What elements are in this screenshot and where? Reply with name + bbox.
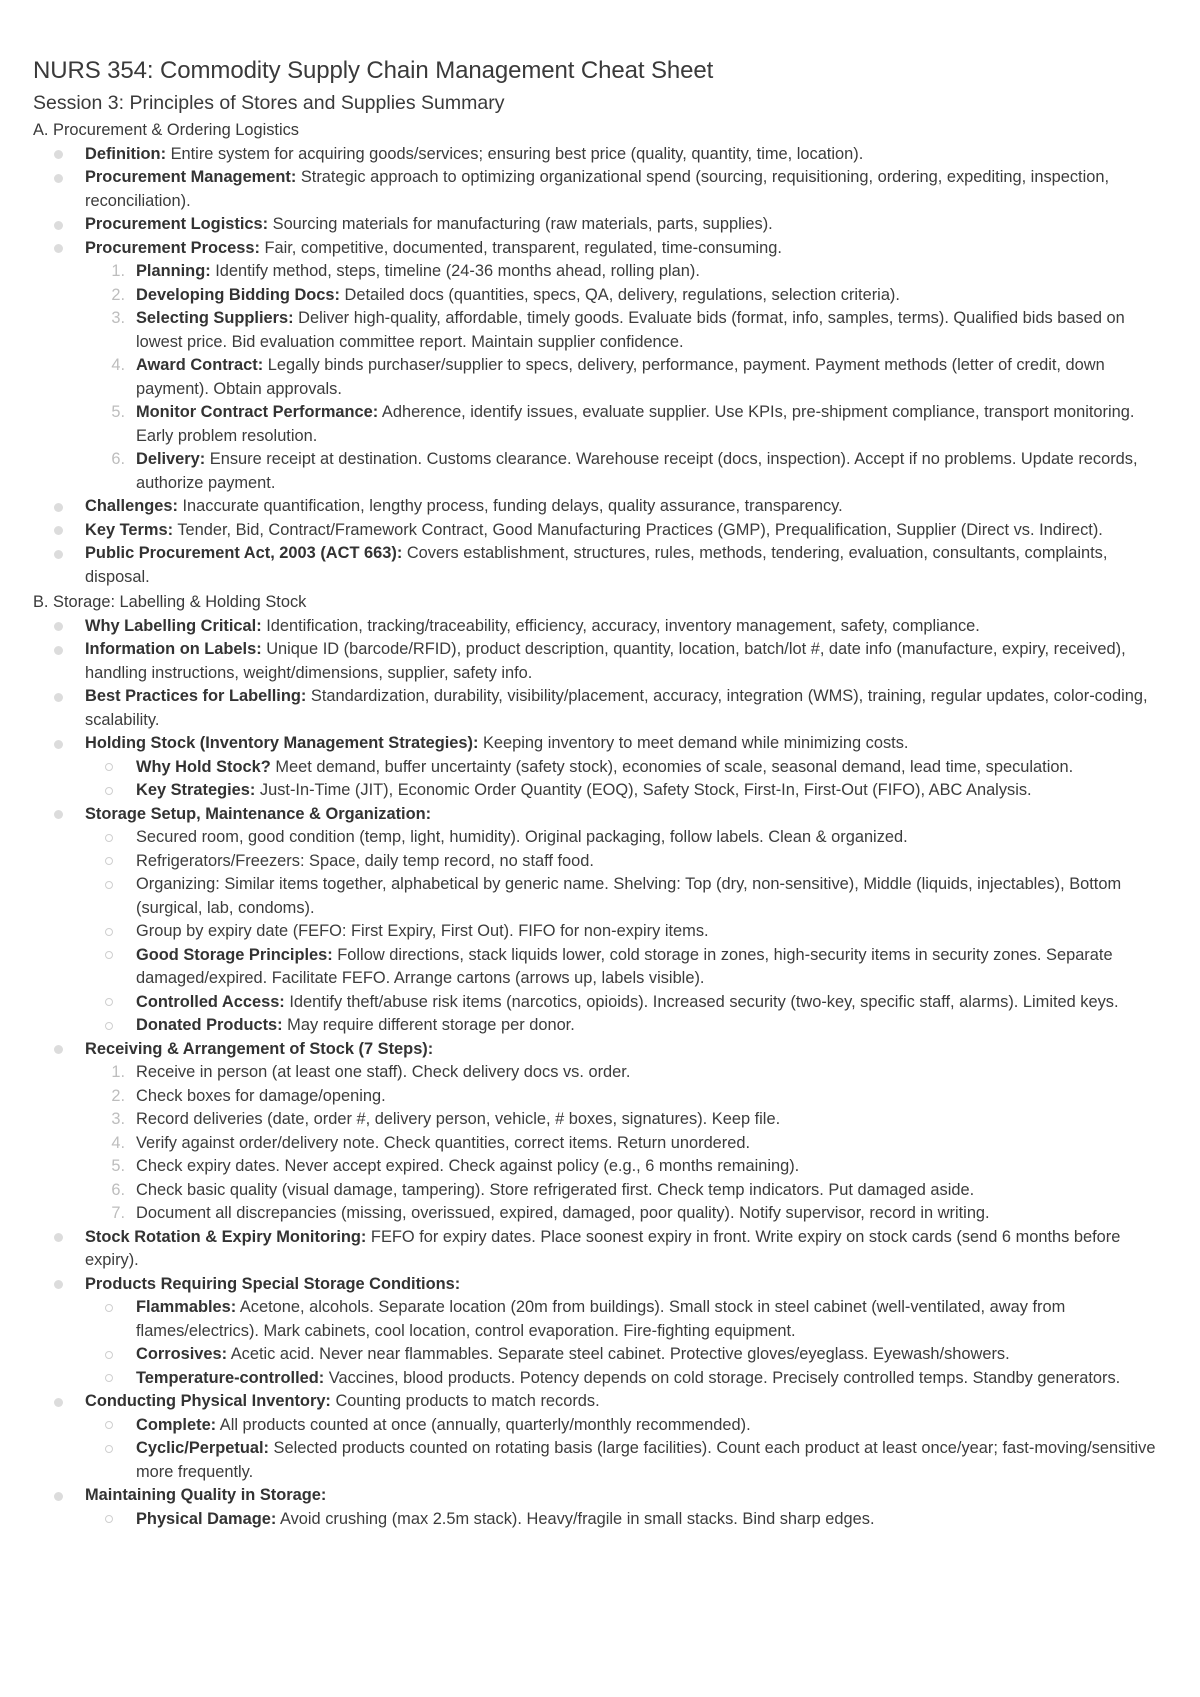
sub-item-text: Vaccines, blood products. Potency depends on cold storage. Precisely controlled temps. Standby generators. <box>324 1368 1121 1387</box>
bullet-sublist <box>85 1296 1160 1390</box>
item-number: 4. <box>111 356 125 374</box>
bullet-dot-icon <box>54 622 63 631</box>
sub-item-text: Organizing: Similar items together, alphabetical by generic name. Shelving: Top (dry, non-sensitive), Middle (liquids, injectables), Bottom (surgical, lab, condoms). <box>136 875 1122 917</box>
bullet-list <box>33 615 1160 1532</box>
sections-container <box>33 119 1160 1531</box>
page-subtitle: Session 3: Principles of Stores and Supplies Summary <box>33 92 505 114</box>
list-item <box>33 542 1160 589</box>
list-item <box>33 1226 1160 1273</box>
section-heading: A. Procurement & Ordering Logistics <box>33 121 300 139</box>
sub-item-text: Group by expiry date (FEFO: First Expiry, First Out). FIFO for non-expiry items. <box>136 922 709 940</box>
sub-item-term: Why Hold Stock? <box>136 757 271 776</box>
sub-item-text: Selected products counted on rotating basis (large facilities). Count each product at least once/year; fast-moving/sensitive more frequently. <box>136 1439 1156 1481</box>
numbered-sublist <box>85 260 1160 495</box>
sub-item-term: Corrosives: <box>136 1345 228 1363</box>
bullet-dot-icon <box>54 1398 63 1407</box>
bullet-dot-icon <box>54 1492 63 1501</box>
numbered-sublist <box>85 1061 1160 1226</box>
sub-list-item <box>85 873 1160 920</box>
list-item <box>33 732 1160 803</box>
sub-item-text: Adherence, identify issues, evaluate supplier. Use KPIs, pre-shipment compliance, transport monitoring. Early problem resolution. <box>136 403 1135 445</box>
bullet-circle-icon <box>105 928 113 936</box>
bullet-circle-icon <box>105 951 113 959</box>
bullet-sublist <box>85 826 1160 1038</box>
item-term: Key Terms: <box>85 520 174 539</box>
item-text: Keeping inventory to meet demand while minimizing costs. <box>478 734 909 752</box>
sub-list-item <box>85 826 1160 850</box>
item-text: Covers establishment, structures, rules, methods, tendering, evaluation, consultants, complaints, disposal. <box>85 544 1108 586</box>
sub-item-term: Developing Bidding Docs: <box>136 285 340 304</box>
item-term: Holding Stock (Inventory Management Strategies): <box>85 734 479 752</box>
numbered-item <box>85 307 1160 354</box>
sub-list-item <box>85 1343 1160 1367</box>
sub-item-text: Acetone, alcohols. Separate location (20m from buildings). Small stock in steel cabinet (well-ventilated, away from flames/electrics). Mark cabinets, cool location, control evaporation. Fire-fighting equipment. <box>136 1298 1066 1340</box>
item-term: Challenges: <box>85 497 178 515</box>
sub-item-text: Check boxes for damage/opening. <box>136 1086 386 1105</box>
item-number: 6. <box>111 1180 125 1199</box>
numbered-item <box>85 1179 1160 1203</box>
item-text: Unique ID (barcode/RFID), product description, quantity, location, batch/lot #, date info (manufacture, expiry, received), handling instructions, weight/dimensions, supplier, safety info. <box>85 640 1126 682</box>
sub-item-text: Ensure receipt at destination. Customs clearance. Warehouse receipt (docs, inspection). Accept if no problems. Update records, authorize payment. <box>136 450 1138 492</box>
bullet-circle-icon <box>105 1351 113 1359</box>
sub-list-item <box>85 944 1160 991</box>
item-number: 7. <box>111 1204 125 1222</box>
item-term: Products Requiring Special Storage Conditions: <box>85 1274 461 1293</box>
sub-item-term: Temperature-controlled: <box>136 1368 325 1387</box>
sub-list-item <box>85 1296 1160 1343</box>
bullet-sublist <box>85 1414 1160 1485</box>
item-text: Counting products to match records. <box>330 1392 600 1410</box>
sub-item-text: Follow directions, stack liquids lower, cold storage in zones, high-security items in security zones. Separate damaged/expired. Facilitate FEFO. Arrange cartons (arrows up, labels visible). <box>136 945 1113 987</box>
sub-item-term: Complete: <box>136 1415 217 1434</box>
bullet-circle-icon <box>105 834 113 842</box>
item-number: 3. <box>111 309 125 327</box>
sub-item-text: Avoid crushing (max 2.5m stack). Heavy/fragile in small stacks. Bind sharp edges. <box>276 1509 875 1528</box>
bullet-dot-icon <box>54 526 63 535</box>
bullet-dot-icon <box>54 1233 63 1242</box>
sub-item-text: Check expiry dates. Never accept expired. Check against policy (e.g., 6 months remaining). <box>136 1157 800 1175</box>
item-text: FEFO for expiry dates. Place soonest expiry in front. Write expiry on stock cards (send 6 months before expiry). <box>85 1227 1121 1269</box>
sub-list-item <box>85 991 1160 1015</box>
sub-item-text: Receive in person (at least one staff). Check delivery docs vs. order. <box>136 1063 631 1081</box>
bullet-dot-icon <box>54 740 63 749</box>
item-number: 2. <box>111 285 125 304</box>
item-number: 3. <box>111 1110 125 1128</box>
item-text: Standardization, durability, visibility/placement, accuracy, integration (WMS), training, regular updates, color-coding, scalability. <box>85 687 1148 729</box>
item-term: Information on Labels: <box>85 640 262 658</box>
bullet-dot-icon <box>54 174 63 183</box>
numbered-item <box>85 354 1160 401</box>
list-item <box>33 685 1160 732</box>
bullet-sublist <box>85 1508 1160 1532</box>
item-text: Tender, Bid, Contract/Framework Contract, Good Manufacturing Practices (GMP), Prequalification, Supplier (Direct vs. Indirect). <box>173 520 1103 539</box>
item-term: Receiving & Arrangement of Stock (7 Steps): <box>85 1039 434 1058</box>
bullet-dot-icon <box>54 646 63 655</box>
bullet-dot-icon <box>54 1280 63 1289</box>
sub-item-text: All products counted at once (annually, quarterly/monthly recommended). <box>216 1415 751 1434</box>
sub-item-term: Controlled Access: <box>136 992 285 1011</box>
bullet-dot-icon <box>54 244 63 253</box>
sub-item-term: Delivery: <box>136 450 206 468</box>
numbered-item <box>85 260 1160 284</box>
list-item <box>33 615 1160 639</box>
bullet-circle-icon <box>105 787 113 795</box>
sub-item-term: Award Contract: <box>136 356 264 374</box>
list-item <box>33 237 1160 496</box>
bullet-list <box>33 143 1160 590</box>
sub-item-term: Flammables: <box>136 1298 237 1316</box>
sub-list-item <box>85 920 1160 944</box>
sub-item-text: Acetic acid. Never near flammables. Separate steel cabinet. Protective gloves/eyeglass. Eyewash/showers. <box>227 1345 1010 1363</box>
section-heading: B. Storage: Labelling & Holding Stock <box>33 593 307 611</box>
item-number: 1. <box>111 262 125 280</box>
list-item <box>33 638 1160 685</box>
bullet-dot-icon <box>54 810 63 819</box>
item-number: 5. <box>111 403 125 421</box>
sub-list-item <box>85 1367 1160 1391</box>
sub-item-text: Check basic quality (visual damage, tampering). Store refrigerated first. Check temp indicators. Put damaged aside. <box>136 1180 975 1199</box>
item-number: 5. <box>111 1157 125 1175</box>
bullet-dot-icon <box>54 221 63 230</box>
sub-item-text: Identify theft/abuse risk items (narcotics, opioids). Increased security (two-key, specific staff, alarms). Limited keys. <box>284 992 1119 1011</box>
item-term: Procurement Process: <box>85 238 260 257</box>
numbered-item <box>85 1108 1160 1132</box>
sub-item-text: Refrigerators/Freezers: Space, daily temp record, no staff food. <box>136 851 594 870</box>
sub-item-text: Document all discrepancies (missing, overissued, expired, damaged, poor quality). Notify supervisor, record in writing. <box>136 1204 990 1222</box>
bullet-circle-icon <box>105 1421 113 1429</box>
sub-item-text: Identify method, steps, timeline (24-36 months ahead, rolling plan). <box>210 262 700 280</box>
list-item <box>33 495 1160 519</box>
list-item <box>33 213 1160 237</box>
sub-item-term: Selecting Suppliers: <box>136 309 294 327</box>
list-item <box>33 1038 1160 1226</box>
bullet-circle-icon <box>105 1515 113 1523</box>
item-term: Storage Setup, Maintenance & Organization: <box>85 804 432 823</box>
numbered-item <box>85 284 1160 308</box>
item-text: Sourcing materials for manufacturing (raw materials, parts, supplies). <box>268 215 773 233</box>
list-item <box>33 1273 1160 1391</box>
bullet-dot-icon <box>54 693 63 702</box>
sub-list-item <box>85 1508 1160 1532</box>
sub-item-text: Secured room, good condition (temp, light, humidity). Original packaging, follow labels. Clean & organized. <box>136 828 908 846</box>
bullet-circle-icon <box>105 1022 113 1030</box>
item-text: Identification, tracking/traceability, efficiency, accuracy, inventory management, safety, compliance. <box>261 616 980 635</box>
item-text: Fair, competitive, documented, transparent, regulated, time-consuming. <box>259 238 782 257</box>
sub-item-text: Deliver high-quality, affordable, timely goods. Evaluate bids (format, info, samples, terms). Qualified bids based on lowest price. Bid evaluation committee report. Maintain supplier confidence. <box>136 309 1125 351</box>
list-item <box>33 1484 1160 1531</box>
sub-list-item <box>85 850 1160 874</box>
sub-item-text: Just-In-Time (JIT), Economic Order Quantity (EOQ), Safety Stock, First-In, First-Out (FIFO), ABC Analysis. <box>255 781 1032 799</box>
sub-item-text: Legally binds purchaser/supplier to specs, delivery, performance, payment. Payment methods (letter of credit, down payment). Obtain approvals. <box>136 356 1105 398</box>
item-term: Best Practices for Labelling: <box>85 687 307 705</box>
sub-list-item <box>85 1014 1160 1038</box>
sub-item-term: Key Strategies: <box>136 781 256 799</box>
bullet-dot-icon <box>54 150 63 159</box>
sub-item-term: Donated Products: <box>136 1016 283 1034</box>
item-text: Strategic approach to optimizing organizational spend (sourcing, requisitioning, ordering, expediting, inspection, reconciliation). <box>85 168 1110 210</box>
sub-list-item <box>85 1437 1160 1484</box>
numbered-item <box>85 1155 1160 1179</box>
item-term: Conducting Physical Inventory: <box>85 1392 331 1410</box>
item-text: Inaccurate quantification, lengthy process, funding delays, quality assurance, transparency. <box>177 497 843 515</box>
item-term: Procurement Logistics: <box>85 215 269 233</box>
list-item <box>33 143 1160 167</box>
bullet-sublist <box>85 756 1160 803</box>
numbered-item <box>85 448 1160 495</box>
item-term: Public Procurement Act, 2003 (ACT 663): <box>85 544 403 562</box>
item-term: Procurement Management: <box>85 168 297 186</box>
bullet-circle-icon <box>105 1445 113 1453</box>
sub-item-text: May require different storage per donor. <box>282 1016 575 1034</box>
numbered-item <box>85 1061 1160 1085</box>
bullet-dot-icon <box>54 503 63 512</box>
page-title: NURS 354: Commodity Supply Chain Management Cheat Sheet <box>33 57 714 84</box>
item-number: 2. <box>111 1086 125 1105</box>
sub-item-term: Physical Damage: <box>136 1509 277 1528</box>
numbered-item <box>85 401 1160 448</box>
sub-list-item <box>85 756 1160 780</box>
item-term: Maintaining Quality in Storage: <box>85 1486 327 1504</box>
item-text: Entire system for acquiring goods/services; ensuring best price (quality, quantity, time, location). <box>166 144 864 163</box>
list-item <box>33 519 1160 543</box>
bullet-circle-icon <box>105 763 113 771</box>
numbered-item <box>85 1085 1160 1109</box>
item-term: Stock Rotation & Expiry Monitoring: <box>85 1227 367 1246</box>
bullet-circle-icon <box>105 1374 113 1382</box>
sub-item-text: Record deliveries (date, order #, delivery person, vehicle, # boxes, signatures). Keep file. <box>136 1110 781 1128</box>
list-item <box>33 803 1160 1038</box>
sub-item-term: Planning: <box>136 262 211 280</box>
sub-item-text: Verify against order/delivery note. Check quantities, correct items. Return unordered. <box>136 1133 751 1152</box>
bullet-dot-icon <box>54 550 63 559</box>
item-number: 6. <box>111 450 125 468</box>
numbered-item <box>85 1132 1160 1156</box>
sub-list-item <box>85 779 1160 803</box>
numbered-item <box>85 1202 1160 1226</box>
item-number: 4. <box>111 1133 125 1152</box>
sub-item-text: Detailed docs (quantities, specs, QA, delivery, regulations, selection criteria). <box>339 285 900 304</box>
list-item <box>33 166 1160 213</box>
sub-item-text: Meet demand, buffer uncertainty (safety stock), economies of scale, seasonal demand, lead time, speculation. <box>270 757 1074 776</box>
bullet-circle-icon <box>105 998 113 1006</box>
bullet-circle-icon <box>105 1304 113 1312</box>
bullet-circle-icon <box>105 881 113 889</box>
sub-item-term: Good Storage Principles: <box>136 945 333 964</box>
item-term: Why Labelling Critical: <box>85 616 262 635</box>
item-number: 1. <box>111 1063 125 1081</box>
sub-list-item <box>85 1414 1160 1438</box>
bullet-dot-icon <box>54 1045 63 1054</box>
bullet-circle-icon <box>105 857 113 865</box>
sub-item-term: Cyclic/Perpetual: <box>136 1439 269 1457</box>
item-term: Definition: <box>85 144 167 163</box>
list-item <box>33 1390 1160 1484</box>
sub-item-term: Monitor Contract Performance: <box>136 403 379 421</box>
